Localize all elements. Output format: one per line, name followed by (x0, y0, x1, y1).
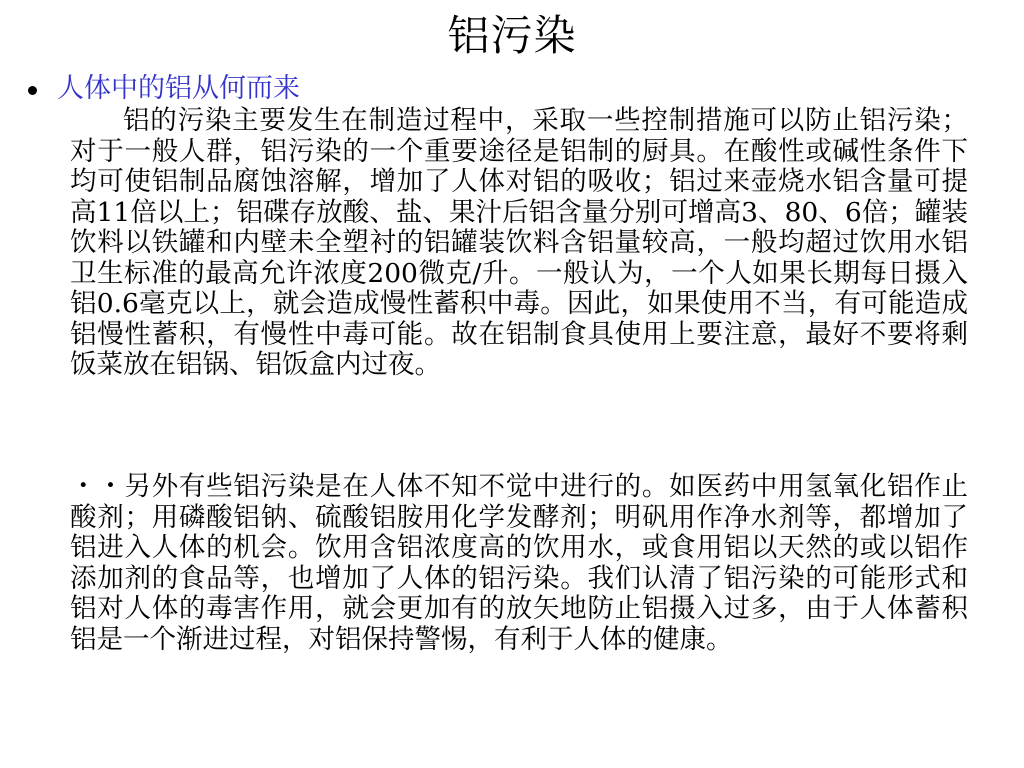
bullet-dot-icon (28, 86, 37, 95)
body-paragraph-1: 铝的污染主要发生在制造过程中，采取一些控制措施可以防止铝污染；对于一般人群，铝污染的一个重要途径是铝制的厨具。在酸性或碱性条件下均可使铝制品腐蚀溶解，增加了人体对铝的吸收；铝过来壶烧水铝含量可提高11倍以上；铝碟存放酸、盐、果汁后铝含量分别可增高3、80、6倍；罐装饮料以铁罐和内壁未全塑衬的铝罐装饮料含铝量较高，一般均超过饮用水铝卫生标准的最高允许浓度200微克/升。一般认为，一个人如果长期每日摄入铝0.6毫克以上，就会造成慢性蓄积中毒。因此，如果使用不当，有可能造成铝慢性蓄积，有慢性中毒可能。故在铝制食具使用上要注意，最好不要将剩饭菜放在铝锅、铝饭盒内过夜。 (70, 105, 968, 380)
bullet-item (28, 72, 300, 106)
slide-title: 铝污染 (447, 11, 577, 60)
body-paragraph-2: ・・另外有些铝污染是在人体不知不觉中进行的。如医药中用氢氧化铝作止酸剂；用磷酸铝钠、硫酸铝胺用化学发酵剂；明矾用作净水剂等，都增加了铝进入人体的机会。饮用含铝浓度高的饮用水，或食用铝以天然的或以铝作添加剂的食品等，也增加了人体的铝污染。我们认清了铝污染的可能形式和铝对人体的毒害作用，就会更加有的放矢地防止铝摄入过多，由于人体蓄积铝是一个渐进过程，对铝保持警惕，有利于人体的健康。 (70, 471, 968, 655)
bullet-heading: 人体中的铝从何而来 (57, 73, 300, 104)
